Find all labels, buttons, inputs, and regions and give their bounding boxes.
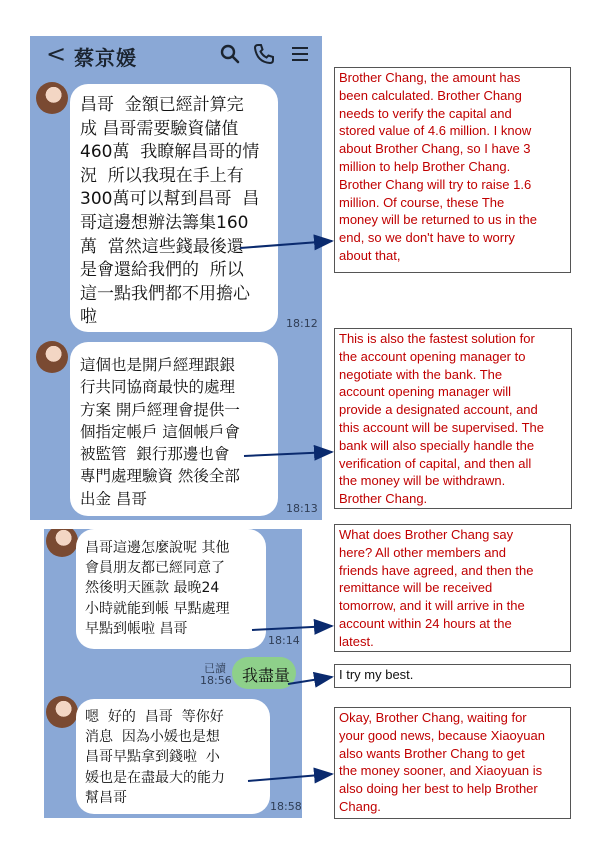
arrow [288,677,332,684]
contact-name: 蔡京媛 [74,46,137,70]
back-arrow-icon[interactable]: < [46,40,67,68]
message-text: 我盡量 [242,666,291,685]
message-time: 18:58 [270,800,302,813]
message-text: 昌哥 金額已經計算完 成 昌哥需要驗資儲值 460萬 我瞭解昌哥的情 況 所以我現在手上有 300萬可以幫到昌哥 昌 哥這邊想辦法籌集160 萬 當然這些錢最後還 是會還給我們的 所以 這一點我們都不用擔心 啦 [80,95,260,328]
message-time: 18:56 [200,674,232,687]
arrow [244,452,332,456]
translation-box: Okay, Brother Chang, waiting for your good news, because Xiaoyuan also wants Brother Chang to get the money sooner, and Xiaoyuan is also doing her best to help Brother Chang. [334,707,571,819]
message-time: 18:13 [286,502,318,515]
translation-box: Brother Chang, the amount has been calculated. Brother Chang needs to verify the capital and stored value of 4.6 million. I know about Brother Chang, so I have 3 million to help Brother Chang. Brother Chang will try to raise 1.6 million. Of course, these The money will be returned to us in the end, so we don't have to worry about that, [334,67,571,273]
read-receipt: 已讀 [204,662,226,675]
message-text: 昌哥這邊怎麼說呢 其他 會員朋友都已經同意了 然後明天匯款 最晚24 小時就能到帳 早點處理 早點到帳啦 昌哥 [85,540,230,637]
arrow [240,241,332,248]
message-text: 嗯 好的 昌哥 等你好 消息 因為小媛也是想 昌哥早點拿到錢啦 小 媛也是在盡最大的能力 幫昌哥 [85,709,225,806]
arrow [252,626,332,630]
message-time: 18:14 [268,634,300,647]
message-time: 18:12 [286,317,318,330]
translation-box: I try my best. [334,664,571,688]
arrow [248,774,332,781]
translation-box: What does Brother Chang say here? All other members and friends have agreed, and then the remittance will be received tomorrow, and it will arrive in the account within 24 hours at the latest. [334,524,571,652]
translation-box: This is also the fastest solution for the account opening manager to negotiate with the bank. The account opening manager will provide a designated account, and this account will be supervised. The bank will also specially handle the verification of capital, and then all the money will be withdrawn. Brother Chang. [334,328,572,509]
message-text: 這個也是開戶經理跟銀 行共同協商最快的處理 方案 開戶經理會提供一 個指定帳戶 這個帳戶會 被監管 銀行那邊也會 專門處理驗資 然後全部 出金 昌哥 [80,356,240,508]
